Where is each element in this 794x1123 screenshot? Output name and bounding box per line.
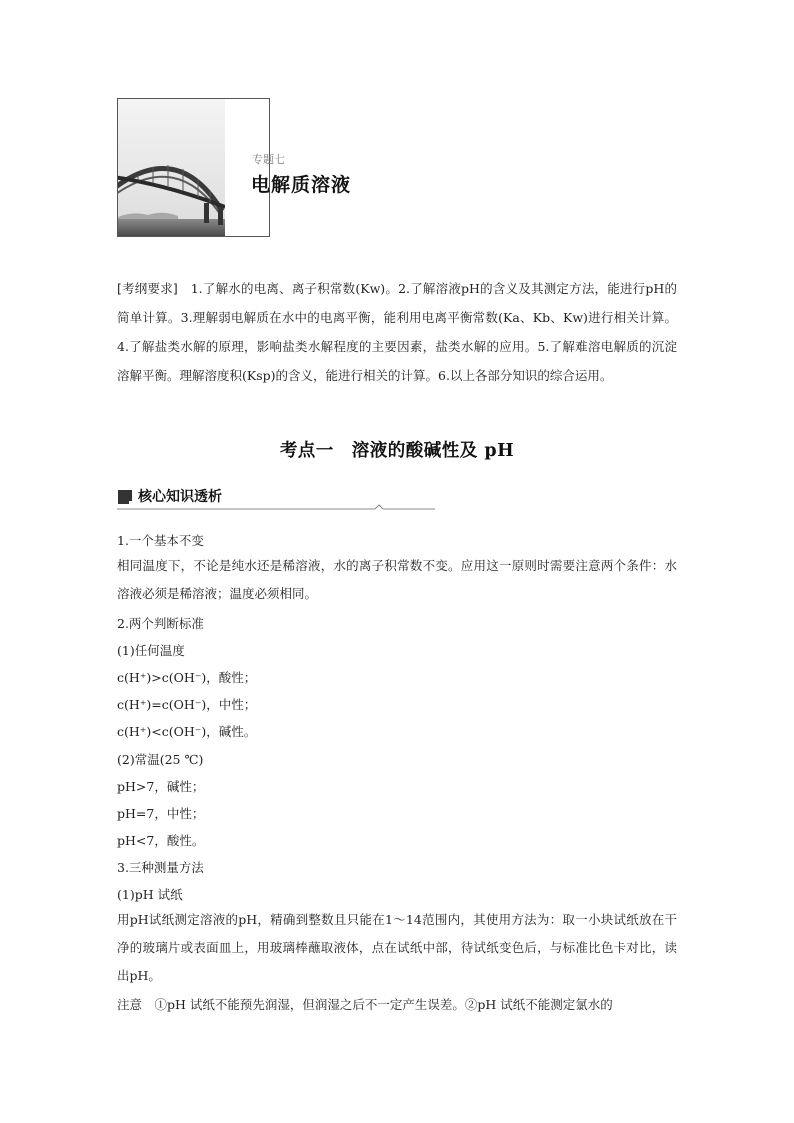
chapter-number: 专题七 [252, 153, 285, 166]
subheading [117, 484, 437, 510]
requirements-text: 1.了解水的电离、离子积常数(Kw)。2.了解溶液pH的含义及其测定方法，能进行pH的简单计算。3.理解弱电解质在水中的电离平衡，能利用电离平衡常数(Ka、Kb、Kw)进行相关计算。4.了解盐类水解的原理，影响盐类水解程度的主要因素，盐类水解的应用。5.了解难溶电解质的沉淀溶解平衡。理解溶度积(Ksp)的含义，能进行相关的计算。6.以上各部分知识的综合运用。 [117, 281, 677, 383]
condition-base: c(H⁺)<c(OH⁻)，碱性。 [117, 724, 257, 739]
requirements-paragraph [117, 274, 677, 390]
condition-acid: c(H⁺)>c(OH⁻)，酸性； [117, 670, 257, 685]
point-3-heading: 3.三种测量方法 [117, 860, 204, 875]
section-title: 考点一 溶液的酸碱性及 pH [279, 441, 515, 461]
note-line: 注意 ①pH 试纸不能预先润湿，但润湿之后不一定产生误差。②pH 试纸不能测定氯水的 [117, 997, 613, 1012]
point-2a-heading: (1)任何温度 [117, 643, 185, 658]
point-2-heading: 2.两个判断标准 [117, 616, 204, 631]
chapter-title: 电解质溶液 [251, 174, 352, 196]
point-2b-heading: (2)常温(25 ℃) [117, 752, 204, 767]
point-1-paragraph: 相同温度下，不论是纯水还是稀溶液，水的离子积常数不变。应用这一原则时需要注意两个条件：水溶液必须是稀溶液；温度必须相同。 [117, 558, 677, 601]
requirements-tag: [考纲要求] [117, 281, 178, 296]
subheading-label: 核心知识透析 [138, 489, 222, 505]
bridge-photo [118, 99, 225, 236]
subheading-divider [117, 502, 437, 512]
chapter-banner [117, 98, 270, 237]
point-1-heading: 1.一个基本不变 [117, 533, 204, 548]
ph-paper-paragraph: 用pH试纸测定溶液的pH，精确到整数且只能在1～14范围内，其使用方法为：取一小块试纸放在干净的玻璃片或表面皿上，用玻璃棒蘸取液体，点在试纸中部，待试纸变色后，与标准比色卡对比，读出pH。 [117, 912, 677, 983]
point-3a-heading: (1)pH 试纸 [117, 887, 183, 902]
ph-basic: pH>7，碱性； [117, 779, 205, 794]
ph-acidic: pH<7，酸性。 [117, 833, 205, 848]
condition-neutral: c(H⁺)=c(OH⁻)，中性； [117, 697, 257, 712]
ph-neutral: pH=7，中性； [117, 806, 205, 821]
